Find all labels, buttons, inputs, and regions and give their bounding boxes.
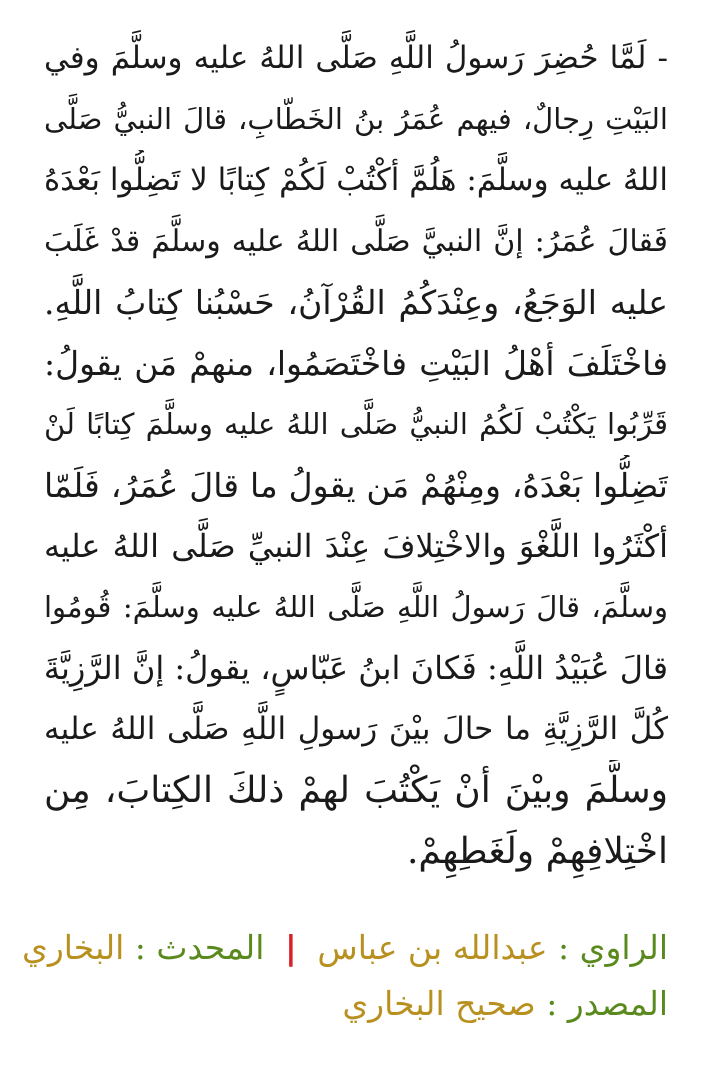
narrator-label: الراوي : <box>558 928 668 967</box>
source-value[interactable]: صحيح البخاري <box>342 984 536 1023</box>
hadith-line-9: أكْثَرُوا اللَّغْوَ والاخْتِلافَ عِنْدَ النبيِّ صَلَّى اللهُ عليه <box>44 527 668 565</box>
hadith-line-1: - لَمَّا حُضِرَ رَسولُ اللَّهِ صَلَّى اللهُ عليه وسلَّمَ وفي <box>44 40 668 76</box>
separator-2 <box>0 928 11 967</box>
source-row <box>44 976 668 1032</box>
narrator-row <box>21 920 668 976</box>
hadith-line-6: فاخْتَلَفَ أهْلُ البَيْتِ فاخْتَصَمُوا، منهمْ مَن يقولُ: <box>44 344 668 383</box>
hadith-line-13: وسلَّمَ وبيْنَ أنْ يَكْتُبَ لهمْ ذلكَ الكِتابَ، مِن <box>44 770 668 811</box>
hadith-line-10: وسلَّمَ، قالَ رَسولُ اللَّهِ صَلَّى اللهُ عليه وسلَّمَ: قُومُوا <box>44 590 668 624</box>
hadith-line-7: قَرِّبُوا يَكْتُبْ لَكُمُ النبيُّ صَلَّى اللهُ عليه وسلَّمَ كِتابًا لَنْ <box>44 407 668 441</box>
narrator-value[interactable]: عبدالله بن عباس <box>317 928 548 967</box>
hadith-line-2: البَيْتِ رِجالٌ، فيهم عُمَرُ بنُ الخَطّابِ، قالَ النبيُّ صَلَّى <box>44 102 668 136</box>
hadith-line-4: فَقالَ عُمَرُ: إنَّ النبيَّ صَلَّى اللهُ عليه وسلَّمَ قدْ غَلَبَ <box>44 224 668 259</box>
hadith-metadata <box>21 920 668 1032</box>
hadith-line-14: اخْتِلافِهِمْ ولَغَطِهِمْ. <box>406 831 668 872</box>
hadith-line-5: عليه الوَجَعُ، وعِنْدَكُمُ القُرْآنُ، حَسْبُنا كِتابُ اللَّهِ. <box>44 283 668 322</box>
separator-1: | <box>284 928 297 967</box>
muhaddith-value[interactable]: البخاري <box>21 928 125 967</box>
source-label: المصدر : <box>546 984 668 1023</box>
hadith-text <box>44 28 668 882</box>
muhaddith-label: المحدث : <box>134 928 265 967</box>
hadith-line-8: تَضِلُّوا بَعْدَهُ، ومِنْهُمْ مَن يقولُ ما قالَ عُمَرُ، فَلَمّا <box>44 466 668 505</box>
hadith-line-12: كُلَّ الرَّزِيَّةِ ما حالَ بيْنَ رَسولِ اللَّهِ صَلَّى اللهُ عليه <box>44 711 668 747</box>
hadith-line-11: قالَ عُبَيْدُ اللَّهِ: فَكانَ ابنُ عَبّاسٍ، يقولُ: إنَّ الرَّزِيَّةَ <box>44 649 668 687</box>
hadith-line-3: اللهُ عليه وسلَّمَ: هَلُمَّ أكْتُبْ لَكُمْ كِتابًا لا تَضِلُّوا بَعْدَهُ <box>44 162 668 198</box>
